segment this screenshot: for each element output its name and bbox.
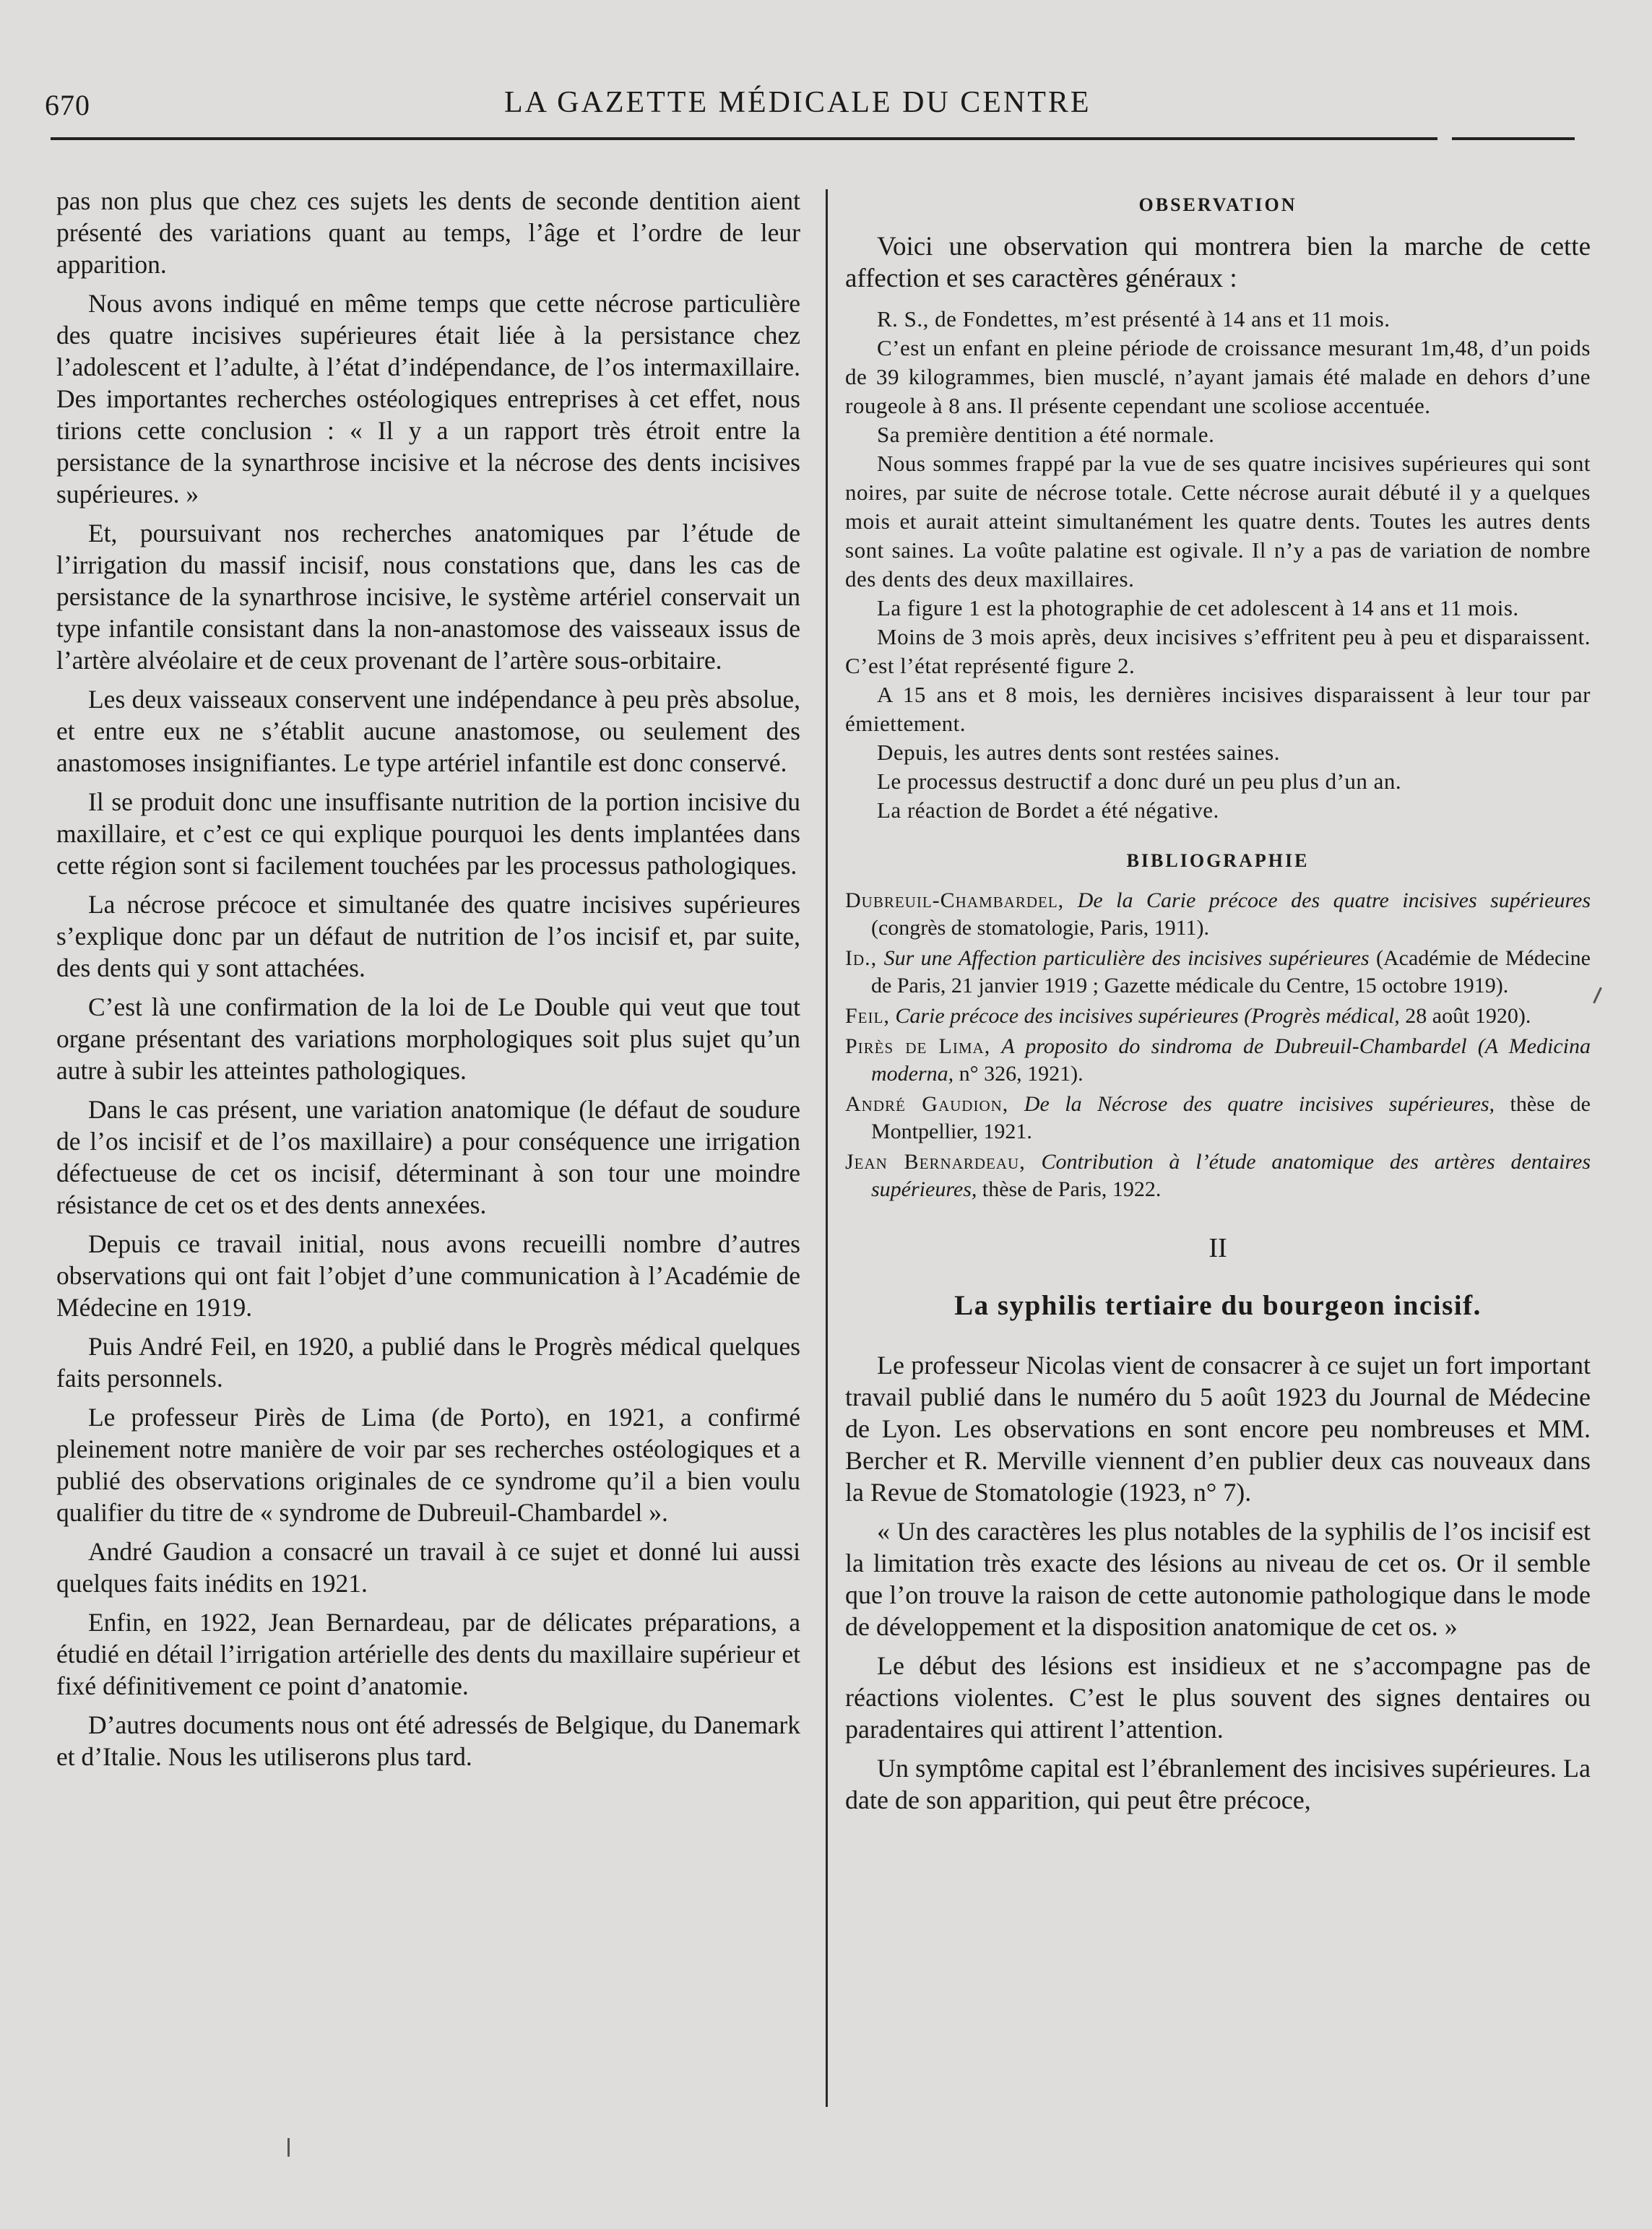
bib-details: thèse de Montpellier, 1921.	[871, 1092, 1591, 1143]
bib-author: Feil,	[845, 1004, 890, 1028]
print-speck	[287, 2138, 290, 2157]
bib-title: Sur une Affection particulière des incisives supérieures	[883, 946, 1370, 970]
paragraph: Et, poursuivant nos recherches anatomiques par l’étude de l’irrigation du massif incisif, nous constations que, dans les cas de persistance de la synarthrose incisive, le système artériel conservait un type infantile consistant dans la non-anastomose des vaisseaux issus de l’artère alvéolaire et de ceux provenant de l’artère sous-orbitaire.	[56, 519, 800, 675]
observation-text	[845, 305, 1591, 825]
bib-title: De la Nécrose des quatre incisives supérieures,	[1024, 1092, 1495, 1116]
paragraph: La nécrose précoce et simultanée des quatre incisives supérieures s’explique donc par un défaut de nutrition de l’os incisif et, par suite, des dents qui y sont attachées.	[56, 890, 800, 982]
bib-details: (congrès de stomatologie, Paris, 1911).	[871, 916, 1209, 940]
bib-title: Contribution à l’étude anatomique des artères dentaires supérieures,	[871, 1150, 1591, 1201]
observation-line: R. S., de Fondettes, m’est présenté à 14 ans et 11 mois.	[877, 306, 1391, 332]
paragraph: pas non plus que chez ces sujets les dents de seconde dentition aient présenté des variations quant au temps, l’âge et l’ordre de leur apparition.	[56, 186, 800, 279]
bibliography-entry	[845, 887, 1591, 942]
paragraph: Depuis ce travail initial, nous avons recueilli nombre d’autres observations qui ont fait l’objet d’une communication à l’Académie de Médecine en 1919.	[56, 1229, 800, 1322]
paragraph: D’autres documents nous ont été adressés de Belgique, du Danemark et d’Italie. Nous les utiliserons plus tard.	[56, 1710, 800, 1771]
bib-title: De la Carie précoce des quatre incisives supérieures	[1077, 888, 1591, 912]
observation-line: Nous sommes frappé par la vue de ses quatre incisives supérieures qui sont noires, par suite de nécrose totale. Cette nécrose aurait débuté il y a quelques mois et aurait atteint simultanément les quatre dents. Toutes les autres dents sont saines. La voûte palatine est ogivale. Il n’y a pas de variation de nombre des dents des deux maxillaires.	[845, 451, 1591, 592]
article-body	[845, 1349, 1591, 1816]
paragraph: C’est là une confirmation de la loi de Le Double qui veut que tout organe présentant des variations morphologiques soit plus sujet qu’un autre à subir les atteintes pathologiques.	[56, 992, 800, 1085]
paragraph: Les deux vaisseaux conservent une indépendance à peu près absolue, et entre eux ne s’établit aucune anastomose, ou seulement des anastomoses insignifiantes. Le type artériel infantile est donc conservé.	[56, 685, 800, 777]
paragraph: Puis André Feil, en 1920, a publié dans le Progrès médical quelques faits personnels.	[56, 1332, 800, 1393]
bibliography-entry	[845, 1003, 1591, 1030]
paragraph: « Un des caractères les plus notables de la syphilis de l’os incisif est la limitation très exacte des lésions au niveau de cet os. Or il semble que l’on trouve la raison de cette autonomie pathologique dans le mode de développement et la disposition anatomique de cet os. »	[845, 1517, 1591, 1641]
paragraph: Un symptôme capital est l’ébranlement des incisives supérieures. La date de son apparition, qui peut être précoce,	[845, 1754, 1591, 1814]
article-title: La syphilis tertiaire du bourgeon incisif.	[954, 1290, 1482, 1321]
paragraph: Nous avons indiqué en même temps que cette nécrose particulière des quatre incisives supérieures était liée à la persistance chez l’adolescent et l’adulte, à l’état d’indépendance, de l’os intermaxillaire. Des importantes recherches ostéologiques entreprises à cet effet, nous tirions cette conclusion : « Il y a un rapport très étroit entre la persistance de la synarthrose incisive et la nécrose des dents incisives supérieures. »	[56, 289, 800, 508]
left-column	[56, 185, 800, 1780]
bib-details: (Académie de Médecine de Paris, 21 janvier 1919 ; Gazette médicale du Centre, 15 octobre 1919).	[871, 946, 1591, 997]
paragraph: Le professeur Pirès de Lima (de Porto), en 1921, a confirmé pleinement notre manière de voir par ses recherches ostéologiques et a publié des observations originales de ce syndrome qu’il a bien voulu qualifier du titre de « syndrome de Dubreuil-Chambardel ».	[56, 1403, 800, 1527]
right-column	[845, 185, 1591, 1823]
bib-author: André Gaudion,	[845, 1092, 1009, 1116]
observation-line: Sa première dentition a été normale.	[877, 422, 1215, 447]
running-title: LA GAZETTE MÉDICALE DU CENTRE	[504, 86, 1091, 119]
header-rule-short	[1452, 137, 1575, 140]
bib-title: Carie précoce des incisives supérieures (Progrès médical,	[895, 1004, 1400, 1028]
bib-title: A proposito do sindroma de Dubreuil-Chambardel (A Medicina moderna,	[871, 1034, 1591, 1086]
page-header	[45, 85, 1573, 129]
section-numeral: II	[1208, 1233, 1227, 1263]
bibliography-entry	[845, 945, 1591, 1000]
observation-line: La réaction de Bordet a été négative.	[877, 797, 1219, 823]
paragraph: Le début des lésions est insidieux et ne s’accompagne pas de réactions violentes. C’est le plus souvent des signes dentaires ou paradentaires qui attirent l’attention.	[845, 1651, 1591, 1744]
paragraph: Il se produit donc une insuffisante nutrition de la portion incisive du maxillaire, et c’est ce qui explique pourquoi les dents implantées dans cette région sont si facilement touchées par les processus pathologiques.	[56, 787, 800, 880]
header-rule	[51, 137, 1437, 140]
bibliography-entry	[845, 1091, 1591, 1146]
observation-line: Depuis, les autres dents sont restées saines.	[877, 740, 1280, 765]
print-speck	[1593, 987, 1602, 1003]
paragraph: Dans le cas présent, une variation anatomique (le défaut de soudure de l’os incisif et de l’os maxillaire) a pour conséquence une irrigation défectueuse de cet os incisif, déterminant à son tour une moindre résistance de cet os et des dents annexées.	[56, 1095, 800, 1219]
observation-line: La figure 1 est la photographie de cet adolescent à 14 ans et 11 mois.	[877, 595, 1519, 620]
observation-line: C’est un enfant en pleine période de croissance mesurant 1m,48, d’un poids de 39 kilogrammes, bien musclé, n’ayant jamais été malade en dehors d’une rougeole à 8 ans. Il présente cependant une scoliose accentuée.	[845, 335, 1591, 418]
page-number: 670	[45, 89, 90, 121]
observation-lead: Voici une observation qui montrera bien la marche de cette affection et ses caractères généraux :	[845, 232, 1591, 293]
bibliography-entry	[845, 1148, 1591, 1203]
bib-author: Dubreuil-Chambardel,	[845, 888, 1065, 912]
bib-author: Id.,	[845, 946, 878, 970]
bib-details: n° 326, 1921).	[953, 1062, 1084, 1086]
observation-line: A 15 ans et 8 mois, les dernières incisives disparaissent à leur tour par émiettement.	[845, 682, 1591, 736]
observation-heading: OBSERVATION	[1138, 194, 1297, 215]
bibliography-entry	[845, 1033, 1591, 1088]
bib-author: Jean Bernardeau,	[845, 1150, 1026, 1174]
paragraph: André Gaudion a consacré un travail à ce sujet et donné lui aussi quelques faits inédits en 1921.	[56, 1537, 800, 1598]
bib-details: thèse de Paris, 1922.	[977, 1177, 1162, 1201]
bibliography-heading: BIBLIOGRAPHIE	[1126, 850, 1310, 871]
bib-details: 28 août 1920).	[1399, 1004, 1531, 1028]
column-divider	[826, 189, 828, 2107]
paragraph: Le professeur Nicolas vient de consacrer à ce sujet un fort important travail publié dans le numéro du 5 août 1923 du Journal de Médecine de Lyon. Les observations en sont encore peu nombreuses et MM. Bercher et R. Merville viennent d’en publier deux cas nouveaux dans la Revue de Stomatologie (1923, n° 7).	[845, 1351, 1591, 1507]
observation-line: Moins de 3 mois après, deux incisives s’effritent peu à peu et disparaissent. C’est l’état représenté figure 2.	[845, 624, 1591, 678]
observation-line: Le processus destructif a donc duré un peu plus d’un an.	[877, 769, 1402, 794]
bibliography-list	[845, 887, 1591, 1203]
paragraph: Enfin, en 1922, Jean Bernardeau, par de délicates préparations, a étudié en détail l’irrigation artérielle des dents du maxillaire supérieur et fixé définitivement ce point d’anatomie.	[56, 1608, 800, 1700]
bib-author: Pirès de Lima,	[845, 1034, 991, 1058]
